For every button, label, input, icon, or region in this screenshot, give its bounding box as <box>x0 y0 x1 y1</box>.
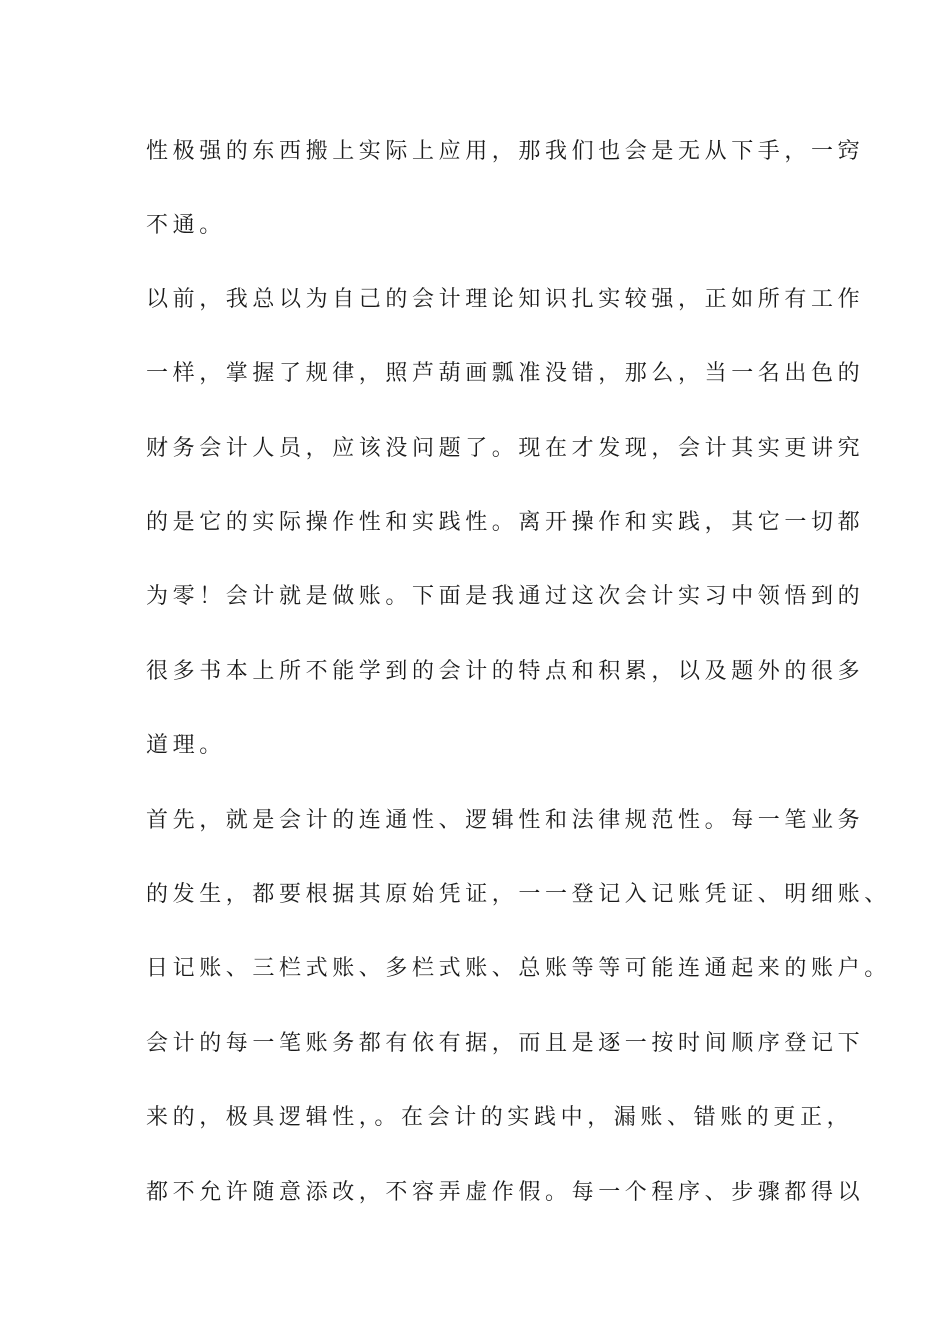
paragraph-line: 会计的每一笔账务都有依有据，而且是逐一按时间顺序登记下 <box>146 1031 865 1056</box>
paragraph-line: 性极强的东西搬上实际上应用，那我们也会是无从下手，一窍 <box>146 139 865 164</box>
paragraph-line: 一样，掌握了规律，照芦葫画瓢准没错，那么，当一名出色的 <box>146 361 865 386</box>
paragraph-line: 以前，我总以为自己的会计理论知识扎实较强，正如所有工作 <box>146 287 865 312</box>
paragraph-line: 的发生，都要根据其原始凭证，一一登记入记账凭证、明细账、 <box>146 882 891 907</box>
paragraph-line: 很多书本上所不能学到的会计的特点和积累，以及题外的很多 <box>146 659 865 684</box>
paragraph-line: 不通。 <box>146 213 226 238</box>
paragraph-line: 为零！会计就是做账。下面是我通过这次会计实习中领悟到的 <box>146 584 865 609</box>
paragraph-line: 都不允许随意添改，不容弄虚作假。每一个程序、步骤都得以 <box>146 1180 865 1205</box>
paragraph-line: 来的，极具逻辑性，。在会计的实践中，漏账、错账的更正， <box>146 1105 854 1130</box>
paragraph-line: 的是它的实际操作性和实践性。离开操作和实践，其它一切都 <box>146 510 865 535</box>
paragraph-line: 道理。 <box>146 733 226 758</box>
paragraph-line: 首先，就是会计的连通性、逻辑性和法律规范性。每一笔业务 <box>146 808 865 833</box>
paragraph-line: 财务会计人员，应该没问题了。现在才发现，会计其实更讲究 <box>146 436 865 461</box>
paragraph-line: 日记账、三栏式账、多栏式账、总账等等可能连通起来的账户。 <box>146 956 891 981</box>
